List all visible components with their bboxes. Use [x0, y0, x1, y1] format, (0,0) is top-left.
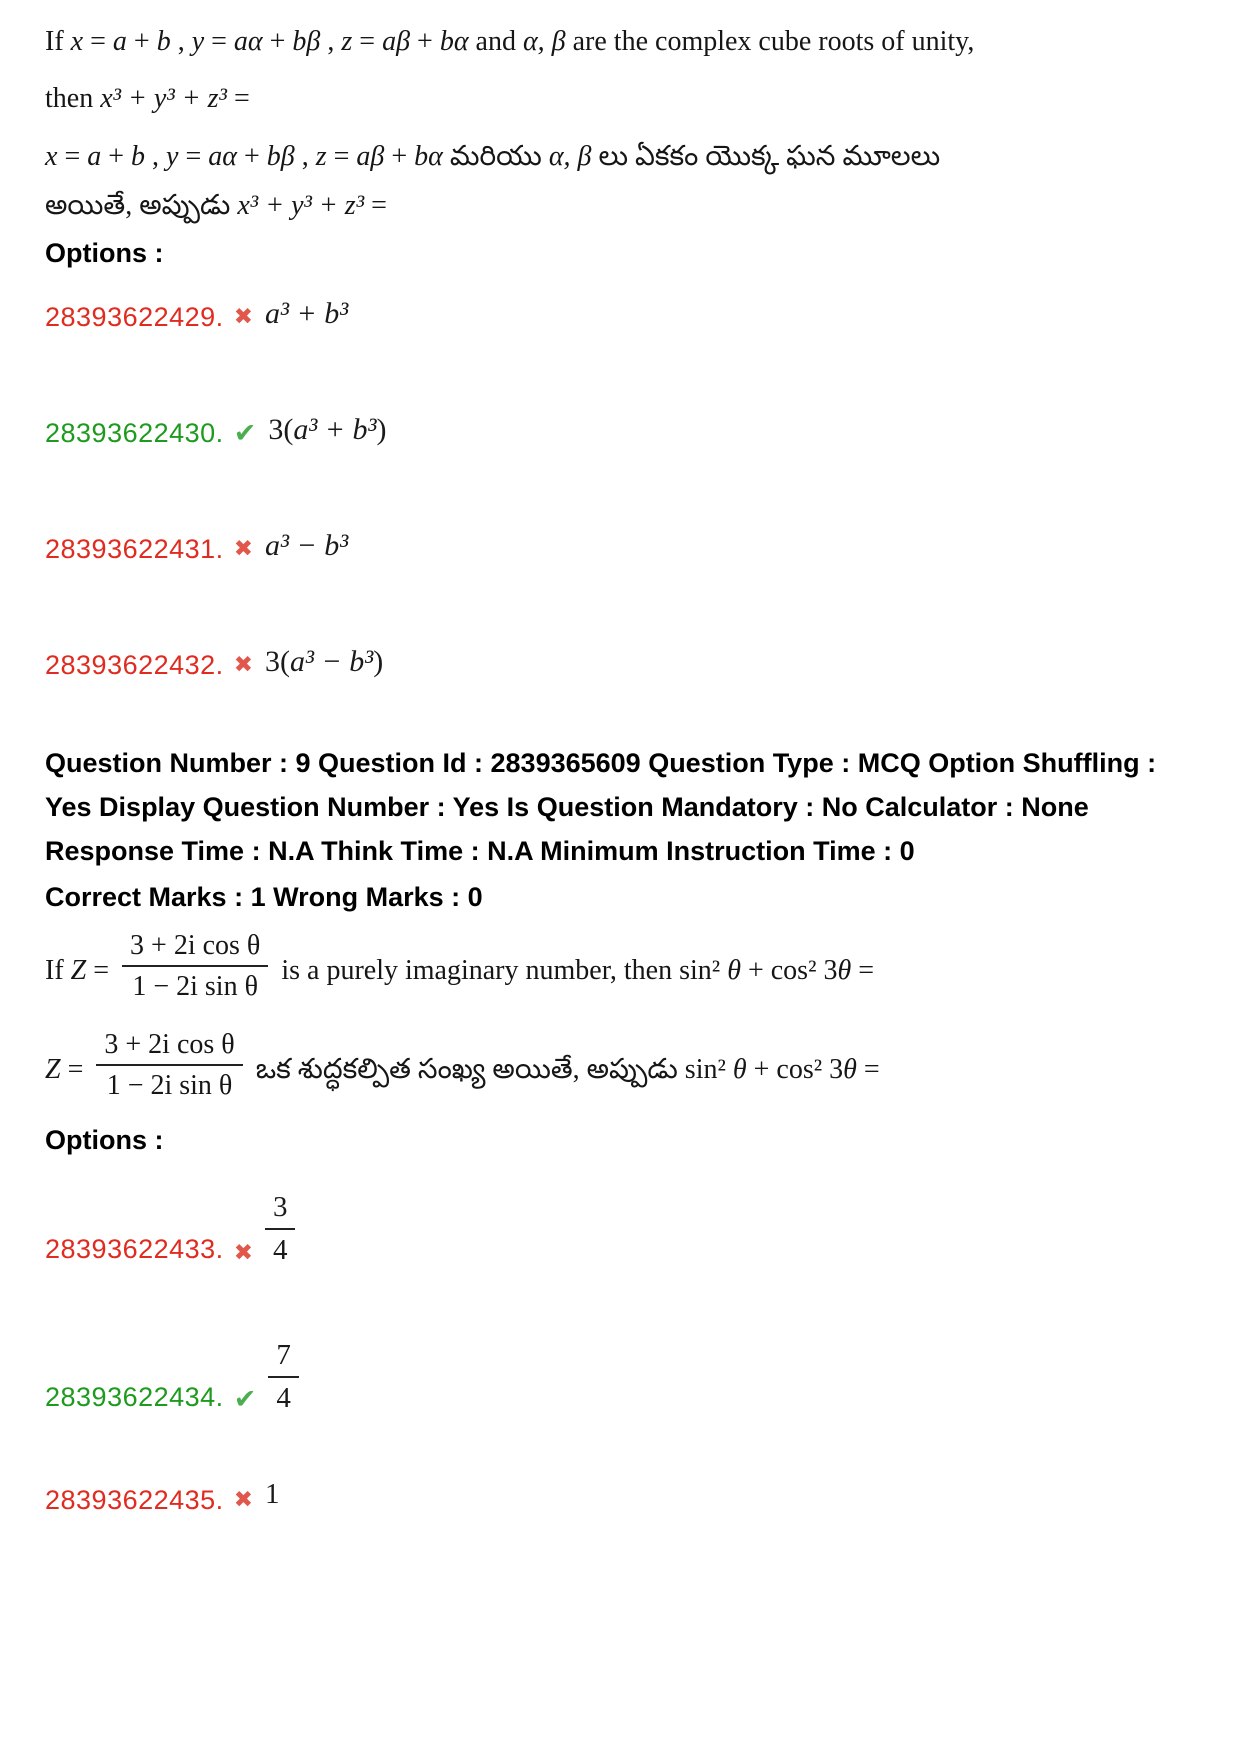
question-metadata: Question Number : 9 Question Id : 2839365609 Question Type : MCQ Option Shuffling : Yes Display Question Number : Yes Is Question Mandatory : No Calculator : None Response Time : N.A Think Time : N.A Minimum Instruction Time : 0	[45, 747, 1157, 866]
question-8-text-english-line1: If x = a + b , y = aα + bβ , z = aβ + bα and α, β are the complex cube roots of unity,	[45, 26, 975, 57]
option-id: 28393622432.	[45, 650, 224, 681]
question-8-text-english-line2: then x³ + y³ + z³ =	[45, 83, 250, 115]
option-id: 28393622433.	[45, 1233, 224, 1264]
fraction-denominator: 4	[276, 1382, 291, 1415]
option-expression: a³ + b³	[264, 296, 349, 330]
option-fraction	[268, 1338, 299, 1416]
option-expression: 3(a³ − b³)	[264, 644, 384, 678]
option-row	[45, 643, 1195, 689]
fraction-numerator: 3 + 2i cos θ	[122, 929, 268, 968]
question-8-text-telugu-line1: x = a + b , y = aα + bβ , z = aβ + bα మరియు α, β లు ఏకకం యొక్క ఘన మూలలు	[45, 140, 941, 172]
question-9-english-prefix: If Z =	[45, 954, 117, 986]
correct-mark-icon: ✔	[233, 1383, 257, 1415]
fraction-denominator: 4	[272, 1234, 288, 1267]
option-id: 28393622430.	[45, 418, 224, 449]
wrong-mark-icon: ✖	[233, 1487, 253, 1514]
fraction	[96, 1028, 242, 1103]
question-9-text-telugu	[45, 1028, 1195, 1109]
option-row	[45, 1330, 1195, 1416]
question-9-telugu-prefix: Z =	[45, 1053, 91, 1085]
fraction-numerator: 3 + 2i cos θ	[96, 1028, 242, 1067]
question-marks-info: Correct Marks : 1 Wrong Marks : 0	[45, 881, 483, 912]
option-expression: 1	[264, 1478, 280, 1511]
option-row	[45, 295, 1195, 341]
options-label: Options :	[45, 237, 164, 268]
question-9-block	[45, 741, 1195, 1524]
fraction	[122, 929, 268, 1004]
option-expression: a³ − b³	[264, 528, 349, 562]
option-row	[45, 1478, 1195, 1524]
option-id: 28393622435.	[45, 1485, 224, 1516]
option-row	[45, 411, 1195, 457]
fraction-denominator: 1 − 2i sin θ	[132, 971, 259, 1003]
wrong-mark-icon: ✖	[233, 304, 253, 331]
wrong-mark-icon: ✖	[233, 1239, 253, 1266]
option-id: 28393622434.	[45, 1381, 224, 1412]
question-8-text-telugu-line2: అయితే, అప్పుడు x³ + y³ + z³ =	[45, 190, 387, 222]
fraction-denominator: 1 − 2i sin θ	[106, 1070, 233, 1102]
correct-mark-icon: ✔	[233, 418, 257, 450]
question-9-english-suffix: is a purely imaginary number, then sin² θ + cos² 3θ =	[274, 954, 875, 986]
question-9-text-english	[45, 929, 1195, 1010]
wrong-mark-icon: ✖	[233, 652, 253, 679]
option-row	[45, 527, 1195, 573]
option-id: 28393622429.	[45, 302, 224, 333]
option-expression: 3(a³ + b³)	[268, 412, 387, 446]
fraction-numerator: 3	[265, 1190, 296, 1230]
wrong-mark-icon: ✖	[233, 536, 253, 563]
fraction-numerator: 7	[268, 1338, 299, 1378]
question-9-telugu-suffix: ఒక శుద్ధకల్పిత సంఖ్య అయితే, అప్పుడు sin² θ + cos² 3θ =	[248, 1053, 880, 1085]
options-label: Options :	[45, 1124, 164, 1155]
option-id: 28393622431.	[45, 534, 224, 565]
option-fraction	[265, 1190, 296, 1268]
question-8-block	[45, 24, 1195, 689]
option-row	[45, 1182, 1195, 1268]
